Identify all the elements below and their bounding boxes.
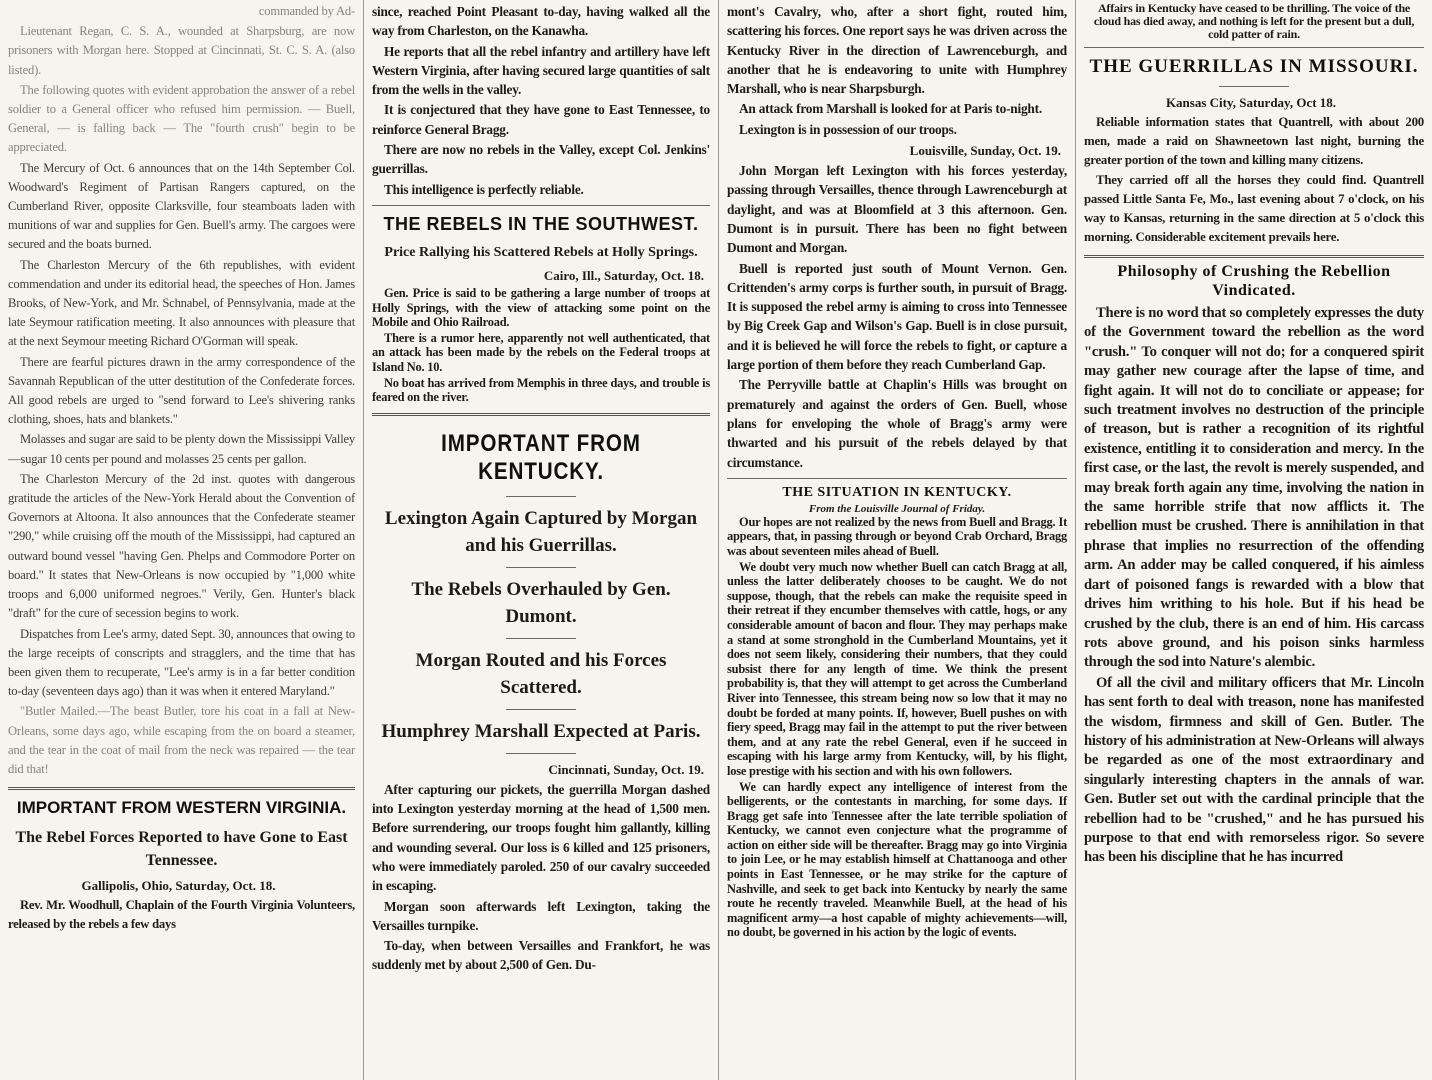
headline-southwest: THE REBELS IN THE SOUTHWEST. — [383, 213, 699, 234]
section-divider — [1084, 47, 1424, 48]
paragraph: To-day, when between Versailles and Frankfort, he was suddenly met by about 2,500 of Gen. Du- — [372, 938, 710, 973]
short-rule — [506, 753, 576, 754]
section-divider — [1084, 255, 1424, 258]
paragraph: The Charleston Mercury of the 6th republishes, with evident commendation and under its editorial head, the speeches of Hon. James Brooks, of New-York, and Mr. Schnabel, of Pennsylvania, made at the late Seymour ratification meeting. It also announces with pleasure that at the next Seymour meeting Richard O'Gorman will speak. — [8, 257, 355, 349]
short-rule — [506, 638, 576, 639]
paragraph: Lexington is in possession of our troops. — [739, 121, 957, 137]
column-2 — [363, 0, 718, 1080]
paragraph: There is no word that so completely expresses the duty of the Government toward the rebellion as the word "crush." To conquer will not do; for a conquered spirit may gather new courage after the lapse of time, and fight again. It will not do to conciliate or appease; for such treatment involves no destruction of the principle of treason, but is rather a recognition of its rightful existence, entitling it to consideration and mercy. In the first case, or the last, the revolt is merely suspended, and may break forth again any time, involving the nation in the same horrible strife that now afflicts it. The rebellion must be crushed. There is annihilation in that phrase that implies no resurrection of the offending arm. An adder may be called conquered, if his aimless dart of poisoned fangs is rewarded with a blow that drives him writhing to his hole. But if his head be crushed by the club, there is an end of him. His carcass rots above ground, and his poison sinks harmless through the sod into Nature's alembic. — [1084, 305, 1424, 671]
paragraph: Molasses and sugar are said to be plenty down the Mississippi Valley—sugar 10 cents per pound and molasses 25 cents per gallon. — [8, 432, 355, 466]
column-3 — [718, 0, 1075, 1080]
paragraph: The Mercury of Oct. 6 announces that on the 14th September Col. Woodward's Regiment of Partisan Rangers captured, on the Cumberland River, opposite Clarksville, four steamboats laden with munitions of war and supplies for Gen. Buell's army. The cargoes were secured and the boats burned. — [8, 160, 355, 252]
headline-situation: THE SITUATION IN KENTUCKY. — [782, 484, 1012, 500]
source-line: From the Louisville Journal of Friday. — [808, 502, 986, 515]
short-rule — [506, 567, 576, 568]
paragraph: There are now no rebels in the Valley, except Col. Jenkins' guerrillas. — [372, 142, 710, 177]
paragraph: mont's Cavalry, who, after a short fight, routed him, scattering his forces. One report says he was driven across the Kentucky River in the direction of Lawrenceburgh, and another that he is endeavoring to unite with Humphrey Marshall, who is near Sharpsburgh. — [727, 4, 1067, 97]
paragraph: The following quotes with evident approbation the answer of a rebel soldier to a General officer who refused him permission. — Buell, General, — is falling back — The "fourth crush" begin to be appreciated. — [8, 82, 355, 155]
paragraph: since, reached Point Pleasant to-day, having walked all the way from Charleston, on the Kanawha. — [372, 4, 710, 39]
subhead-dumont: The Rebels Overhauled by Gen. Dumont. — [411, 578, 671, 627]
paragraph: Rev. Mr. Woodhull, Chaplain of the Fourth Virginia Volunteers, released by the rebels a few days — [8, 898, 355, 932]
column-4 — [1075, 0, 1432, 1080]
short-rule — [506, 709, 576, 710]
paragraph: The Perryville battle at Chaplin's Hills was brought on prematurely and against the orders of Gen. Buell, whose plans for enveloping the whole of Bragg's army were thwarted and his pursuit of the rebels delayed by that circumstance. — [727, 377, 1067, 470]
section-divider — [372, 205, 710, 206]
paragraph: Reliable information states that Quantrell, with about 200 men, made a raid on Shawneetown last night, burning the greater portion of the town and killing many citizens. — [1084, 115, 1424, 167]
paragraph: Lieutenant Regan, C. S. A., wounded at Sharpsburg, are now prisoners with Morgan here. Stopped at Cincinnati, St. C. S. A. (also listed). — [8, 24, 355, 77]
subhead-lexington: Lexington Again Captured by Morgan and his Guerrillas. — [384, 507, 698, 556]
paragraph: This intelligence is perfectly reliable. — [384, 181, 584, 197]
subhead-marshall: Humphrey Marshall Expected at Paris. — [381, 720, 701, 742]
paragraph: commanded by Ad- — [258, 4, 355, 18]
paragraph: There are fearful pictures drawn in the army correspondence of the Savannah Republican of the utter destitution of the Confederate forces. All good rebels are urged to "send forward to Lee's shivering ranks clothing, shoes, hats and blankets." — [8, 354, 355, 427]
short-rule — [1219, 86, 1289, 87]
section-divider — [372, 413, 710, 416]
headline-missouri: THE GUERRILLAS IN MISSOURI. — [1089, 56, 1419, 77]
subhead-western-virginia: The Rebel Forces Reported to have Gone to East Tennessee. — [15, 829, 348, 870]
paragraph: We doubt very much now whether Buell can catch Bragg at all, unless the latter deliberately chooses to be caught. We do not suppose, though, that the rebels can make the requisite speed in their retreat if they encumber themselves with cattle, hogs, or any considerable amount of bacon and flour. They may perhaps make a stand at some stronghold in the Cumberland Mountains, yet it does not seem likely, considering their numbers, that they could subsist there for any length of time. We think the present probability is, that they will attempt to get across the Cumberland River into Tennessee, this stream being now so low that it may no doubt be forded at many points. If, however, Buell pushes on with fiery speed, Bragg may fail in the attempt to put the river between them, and at any rate the rebel General, even if he succeed in escaping with his large army from Kentucky, will, by his flight, lose prestige with his section and with his own followers. — [727, 559, 1067, 778]
section-divider — [727, 478, 1067, 479]
paragraph: Gen. Price is said to be gathering a large number of troops at Holly Springs, with the view of attacking some point on the Mobile and Ohio Railroad. — [372, 285, 710, 330]
paragraph: It is conjectured that they have gone to East Tennessee, to reinforce General Bragg. — [372, 102, 710, 137]
headline-philosophy: Philosophy of Crushing the Rebellion Vindicated. — [1117, 263, 1391, 299]
paragraph: Morgan soon afterwards left Lexington, taking the Versailles turnpike. — [372, 898, 710, 933]
paragraph: He reports that all the rebel infantry and artillery have left Western Virginia, after having secured large quantities of salt from the wells in the valley. — [372, 43, 710, 98]
column-1 — [0, 0, 363, 1080]
dateline: Cincinnati, Sunday, Oct. 19. — [548, 761, 704, 777]
faded-text-block — [8, 2, 355, 158]
paragraph: Affairs in Kentucky have ceased to be thrilling. The voice of the cloud has died away, and nothing is left for the present but a dull, cold patter of rain. — [1093, 1, 1415, 41]
paragraph: They carried off all the horses they could find. Quantrell passed Little Santa Fe, Mo., last evening about 7 o'clock, on his way to Kansas, returning in the same direction at 5 o'clock this morning. Considerable excitement prevails here. — [1084, 173, 1424, 244]
paragraph: Our hopes are not realized by the news from Buell and Bragg. It appears, that, in passing through or beyond Crab Orchard, Bragg was about seventeen miles ahead of Buell. — [727, 514, 1067, 559]
paragraph: John Morgan left Lexington with his forces yesterday, passing through Versailles, thence through Lawrenceburgh at daylight, and was at Bloomfield at 3 this afternoon. Gen. Dumont is in pursuit. There has been no fight between Dumont and Morgan. — [727, 163, 1067, 256]
subhead-southwest: Price Rallying his Scattered Rebels at Holly Springs. — [384, 244, 698, 260]
section-divider — [8, 787, 355, 790]
subhead-morgan-routed: Morgan Routed and his Forces Scattered. — [415, 649, 667, 698]
short-rule — [506, 496, 576, 497]
paragraph: Dispatches from Lee's army, dated Sept. 30, announces that owing to the large receipts of conscripts and stragglers, and the time that has been given them to recuperate, "Lee's army is in a far better condition to-day (seventeen days ago) than it was when it entered Maryland." — [8, 626, 355, 699]
paragraph: "Butler Mailed.—The beast Butler, tore his coat in a fall at New-Orleans, some days ago, while escaping from the on board a steamer, and the tear in the coat of mail from the neck was repaired — the tear did that! — [8, 704, 355, 776]
paragraph: Buell is reported just south of Mount Vernon. Gen. Crittenden's army corps is further south, in pursuit of Bragg. It is supposed the rebel army is aiming to cross into Tennessee by Big Creek Gap and Wilson's Gap. Buell is in close pursuit, and it is believed he will force the rebels to fight, or capture a large portion of them before they reach Cumberland Gap. — [727, 260, 1067, 373]
paragraph: An attack from Marshall is looked for at Paris to-night. — [739, 101, 1042, 117]
faded-text-block — [8, 702, 355, 779]
paragraph: No boat has arrived from Memphis in three days, and trouble is feared on the river. — [372, 375, 710, 405]
headline-western-virginia: IMPORTANT FROM WESTERN VIRGINIA. — [16, 798, 347, 818]
dateline: Kansas City, Saturday, Oct 18. — [1165, 95, 1337, 110]
dateline: Cairo, Ill., Saturday, Oct. 18. — [543, 267, 704, 283]
paragraph: Of all the civil and military officers that Mr. Lincoln has sent forth to deal with treason, none has manifested the wisdom, firmness and skill of Gen. Butler. The history of his administration at New-Orleans will always be regarded as one of the most extraordinary and singularly interesting chapters in the annals of war. Gen. Butler set out with the cardinal principle that the rebellion had to be "crushed," and he has pursued his purpose to that end with remorseless rigor. So severe has been his discipline that he has incurred — [1084, 674, 1424, 866]
paragraph: After capturing our pickets, the guerrilla Morgan dashed into Lexington yesterday morning at the head of 1,500 men. Before surrendering, our troops fought him gallantly, killing and wounding several. Our loss is 6 killed and 125 prisoners, who were immediately paroled. 250 of our cavalry succeeded in escaping. — [372, 781, 710, 894]
dateline: Gallipolis, Ohio, Saturday, Oct. 18. — [81, 878, 276, 894]
headline-kentucky: IMPORTANT FROM KENTUCKY. — [441, 429, 641, 485]
paragraph: There is a rumor here, apparently not well authenticated, that an attack has been made by the rebels on the Federal troops at Island No. 10. — [372, 330, 710, 374]
dateline: Louisville, Sunday, Oct. 19. — [909, 143, 1061, 159]
paragraph: The Charleston Mercury of the 2d inst. quotes with dangerous gratitude the articles of the New-York Herald about the Convention of Governors at Altoona. It also announces that the Confederate steamer "290," while cruising off the mouth of the Mississippi, had captured an outward bound vessel "having Gen. Phelps and Commodore Porter on board." It states that New-Orleans is now occupied by "1,000 white troops and 6,000 uniformed negroes." Verily, Gen. Hunter's black "draft" for the cure of secession begins to work. — [8, 471, 355, 621]
paragraph: We can hardly expect any intelligence of interest from the belligerents, or the contestants in marching, for some days. If Bragg get safe into Tennessee after the late terrible spoliation of Kentucky, we cannot even conjecture what the programme of action on either side will be thereafter. Bragg may go into Virginia to join Lee, or he may establish himself at Chattanooga and other points in East Tennessee, or he may strike for the capture of Nashville, and seek to get back into Kentucky by nearly the same route he recently traveled. Meanwhile Buell, at the head of his magnificent army—a host capable of mighty achievements—will, no doubt, be governed in his action by the logic of events. — [727, 779, 1067, 940]
